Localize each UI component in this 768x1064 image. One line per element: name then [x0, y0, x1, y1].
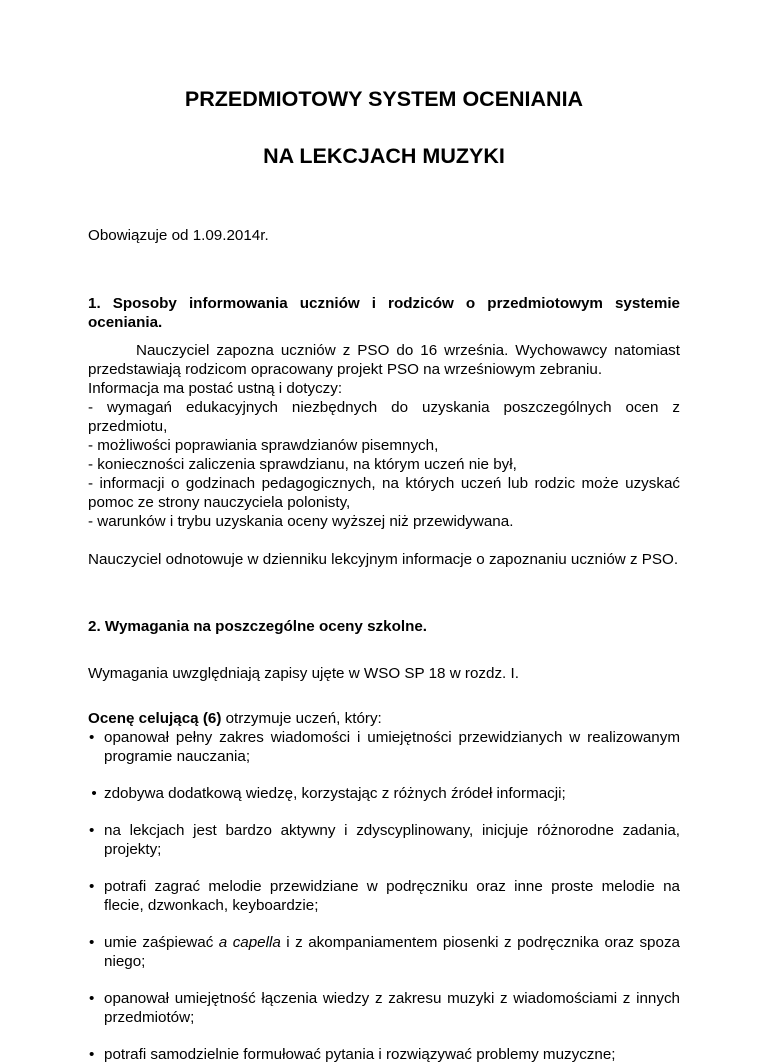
list-item-italic-text: a capella [218, 934, 281, 951]
section1-item: - wymagań edukacyjnych niezbędnych do uzyskania poszczególnych ocen z przedmiotu, [88, 399, 680, 435]
grade-label: Ocenę celującą (6) [88, 710, 222, 727]
section1-info-line: Informacja ma postać ustną i dotyczy: [88, 380, 343, 397]
list-item-text: na lekcjach jest bardzo aktywny i zdyscyplinowany, inicjuje różnorodne zadania, projekty; [104, 822, 680, 858]
section1-item: - warunków i trybu uzyskania oceny wyższej niż przewidywana. [88, 513, 514, 530]
bullet-icon: • [89, 934, 95, 951]
list-item-text: potrafi zagrać melodie przewidziane w podręczniku oraz inne proste melodie na flecie, dzwonkach, keyboardzie; [104, 878, 680, 914]
list-item [88, 728, 680, 766]
list-item [88, 933, 680, 971]
list-item-text: zdobywa dodatkową wiedzę, korzystając z różnych źródeł informacji; [104, 785, 566, 802]
list-item-text: potrafi samodzielnie formułować pytania i rozwiązywać problemy muzyczne; [104, 1046, 616, 1063]
bullet-icon: • [91, 785, 97, 802]
list-item [88, 989, 680, 1027]
list-item [88, 1045, 680, 1064]
section1-intro: Nauczyciel zapozna uczniów z PSO do 16 września. Wychowawcy natomiast przedstawiają rodzicom opracowany projekt PSO na wrześniowym zebraniu. [88, 342, 680, 378]
list-item [88, 877, 680, 915]
bullet-icon: • [89, 822, 95, 839]
list-item [88, 784, 680, 803]
section2-intro: Wymagania uwzględniają zapisy ujęte w WSO SP 18 w rozdz. I. [88, 665, 519, 682]
effective-date: Obowiązuje od 1.09.2014r. [88, 227, 269, 244]
bullet-icon: • [89, 729, 95, 746]
list-item-text: umie zaśpiewać [104, 934, 219, 951]
section2-heading: 2. Wymagania na poszczególne oceny szkolne. [88, 618, 428, 635]
document-title-line1: PRZEDMIOTOWY SYSTEM OCENIANIA [184, 87, 584, 111]
list-item-text: opanował umiejętność łączenia wiedzy z zakresu muzyki z wiadomościami z innych przedmiotów; [104, 990, 680, 1026]
list-item [88, 821, 680, 859]
bullet-icon: • [89, 990, 95, 1007]
section1-item: - informacji o godzinach pedagogicznych, na których uczeń lub rodzic może uzyskać pomoc ze strony nauczyciela polonisty, [88, 475, 680, 511]
list-item-text: i z akompaniamentem piosenki z podręcznika oraz spoza niego; [104, 934, 680, 970]
section1-item: - możliwości poprawiania sprawdzianów pisemnych, [88, 437, 439, 454]
grade-celujaca-intro [88, 709, 680, 728]
section1-heading: 1. Sposoby informowania uczniów i rodziców o przedmiotowym systemie oceniania. [88, 295, 680, 331]
list-item-text: opanował pełny zakres wiadomości i umiejętności przewidzianych w realizowanym programie nauczania; [104, 729, 680, 765]
document-title-line2: NA LEKCJACH MUZYKI [263, 144, 505, 168]
section1-note: Nauczyciel odnotowuje w dzienniku lekcyjnym informacje o zapoznaniu uczniów z PSO. [88, 551, 679, 568]
section1-item: - konieczności zaliczenia sprawdzianu, na którym uczeń nie był, [88, 456, 517, 473]
bullet-icon: • [89, 1046, 95, 1063]
bullet-icon: • [89, 878, 95, 895]
grade-label-rest: otrzymuje uczeń, który: [221, 710, 382, 727]
